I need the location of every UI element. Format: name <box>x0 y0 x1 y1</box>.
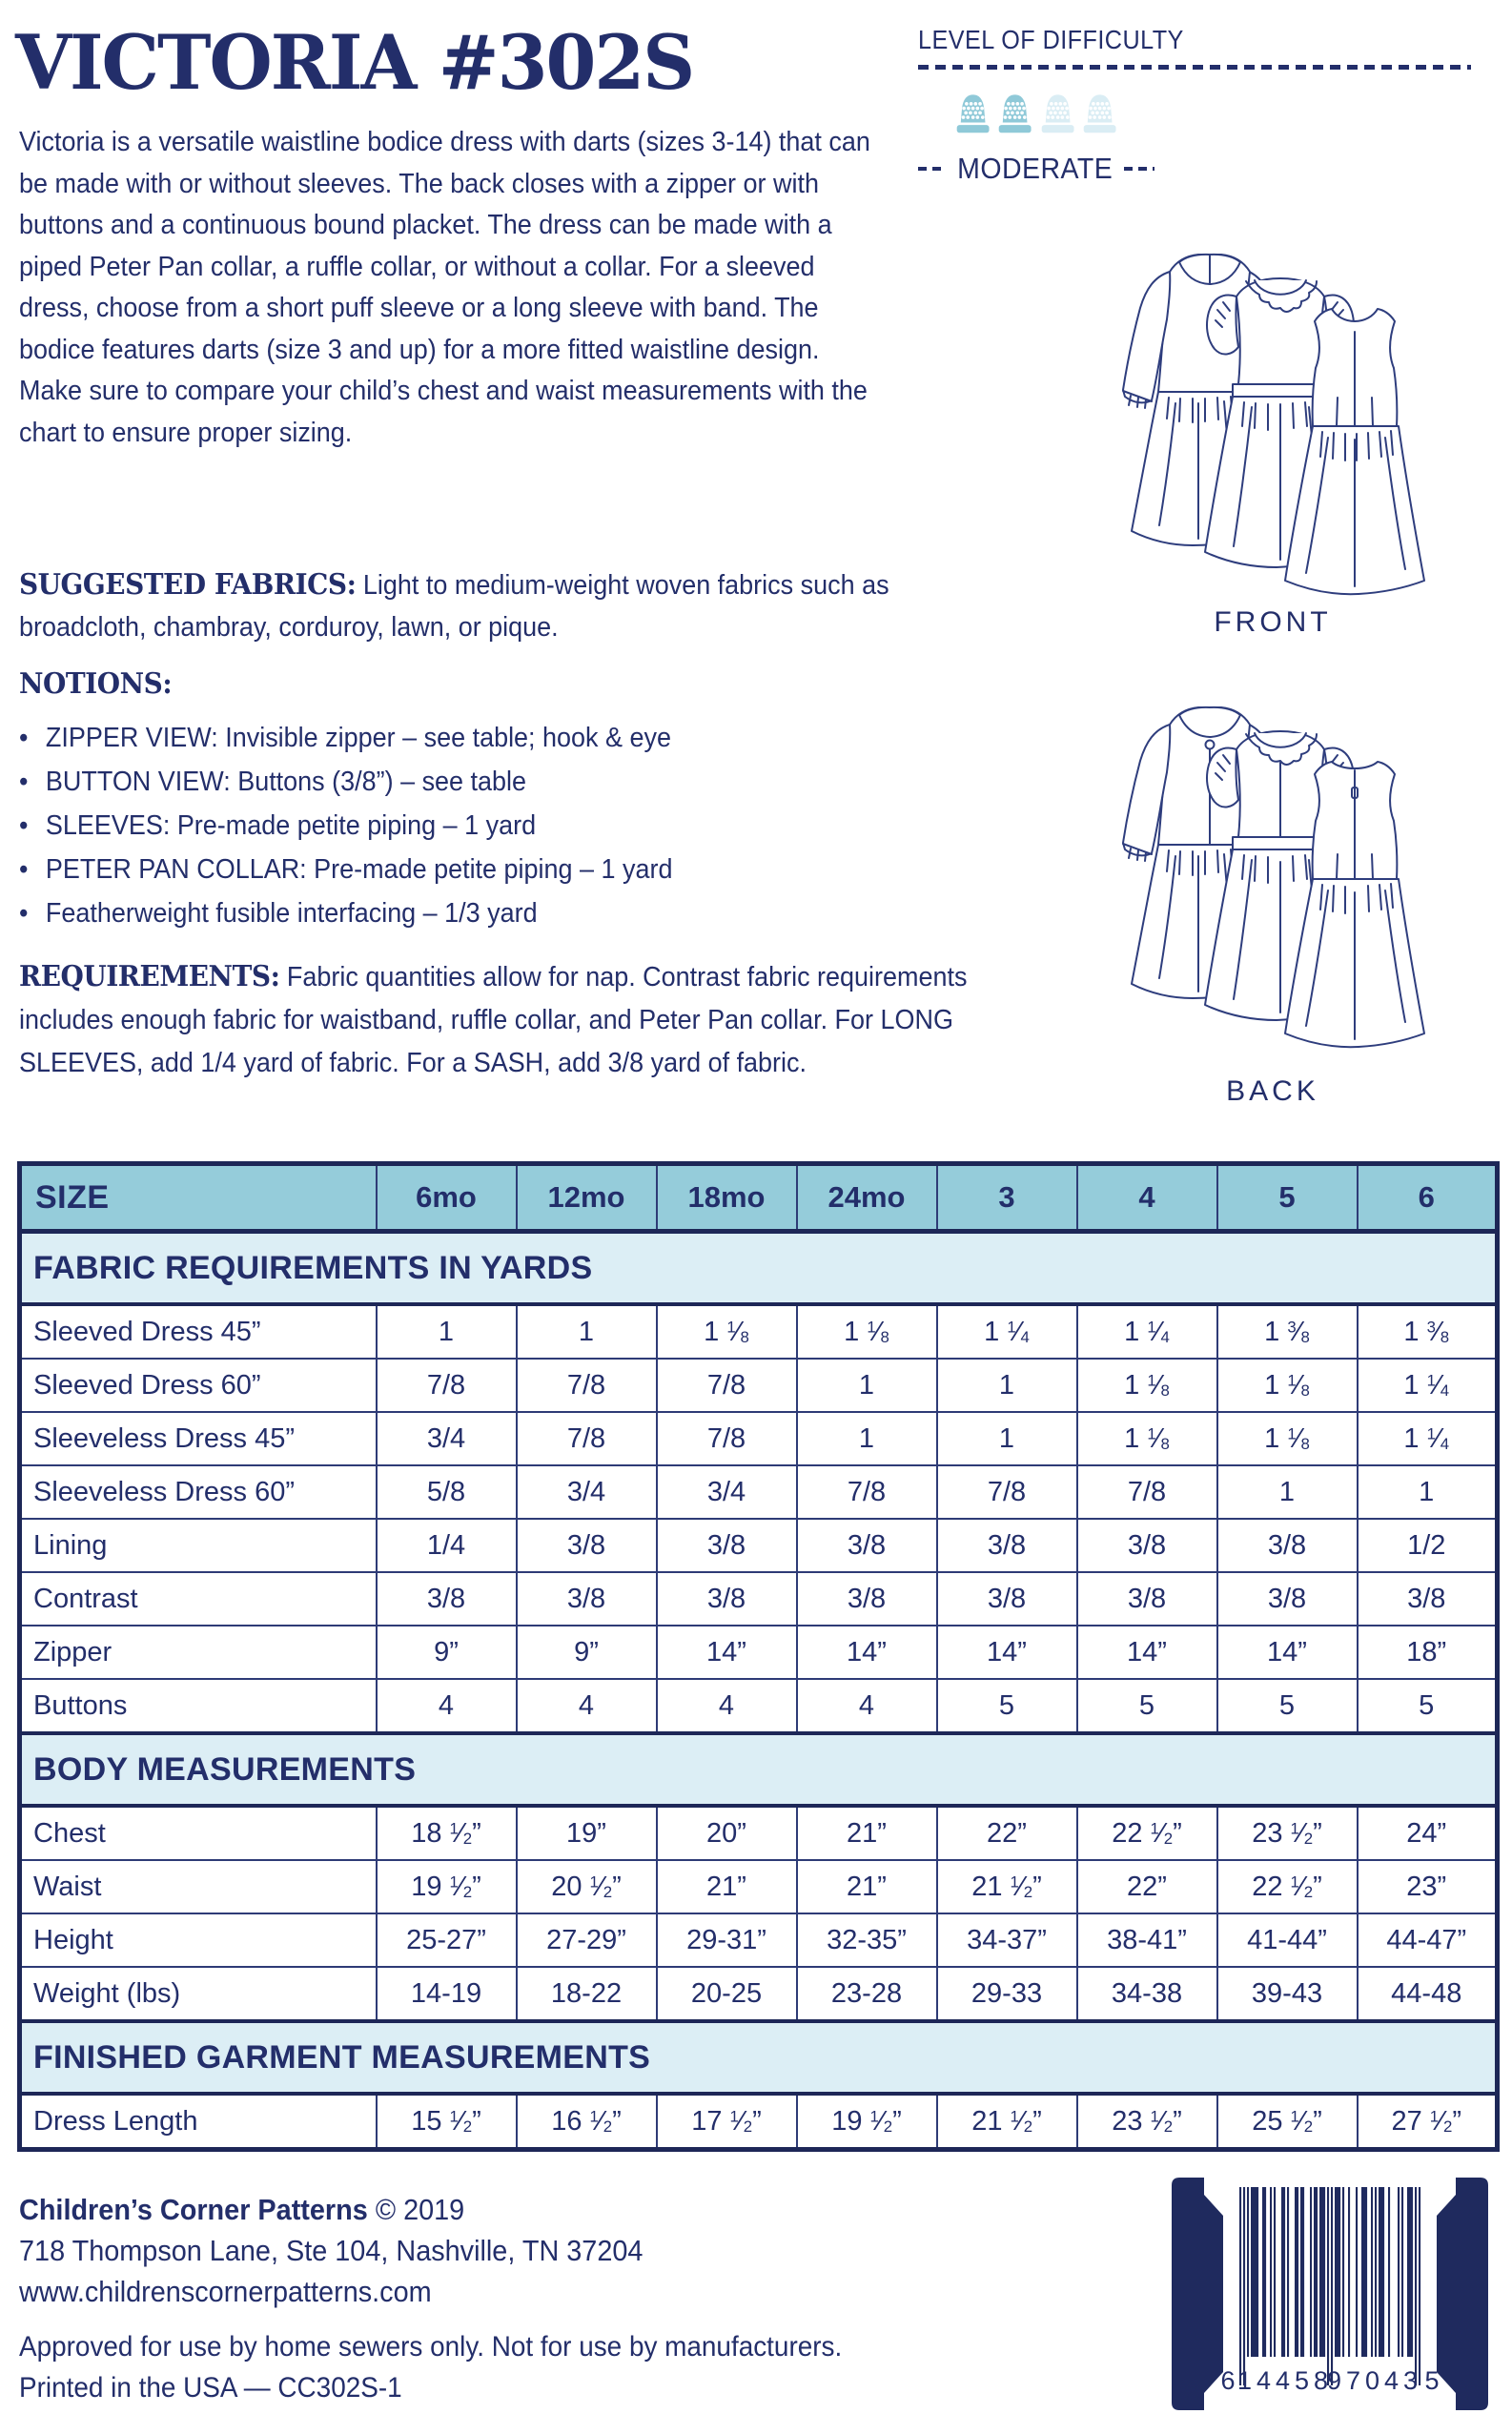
table-cell: 21” <box>797 1806 937 1860</box>
difficulty-panel <box>918 25 1471 186</box>
size-column-6mo: 6mo <box>377 1164 517 1232</box>
row-label: Sleeveless Dress 60” <box>20 1465 377 1519</box>
table-cell: 1 $^1⁄_4$ <box>1358 1412 1498 1465</box>
notion-text: Featherweight fusible interfacing – 1/3 yard <box>45 898 538 929</box>
size-header-row <box>20 1164 1498 1232</box>
table-cell: 14” <box>1217 1626 1358 1679</box>
table-cell: 3/4 <box>517 1465 657 1519</box>
table-row <box>20 1465 1498 1519</box>
barcode-digit-group: 6 <box>1220 2366 1236 2395</box>
size-column-3: 3 <box>937 1164 1077 1232</box>
table-cell: 44-48 <box>1358 1967 1498 2021</box>
table-cell: 20-25 <box>657 1967 797 2021</box>
table-cell: 3/8 <box>517 1519 657 1572</box>
table-cell: 25-27” <box>377 1913 517 1967</box>
notion-item <box>19 891 897 935</box>
table-cell: 18 $^1⁄_2$” <box>377 1806 517 1860</box>
table-cell: 3/8 <box>1217 1519 1358 1572</box>
table-cell: 14” <box>937 1626 1077 1679</box>
table-cell: 1 <box>517 1304 657 1359</box>
table-row <box>20 1967 1498 2021</box>
table-row <box>20 1572 1498 1626</box>
table-cell: 29-31” <box>657 1913 797 1967</box>
section-title: BODY MEASUREMENTS <box>20 1733 1498 1806</box>
size-column-6: 6 <box>1358 1164 1498 1232</box>
table-cell: 1/2 <box>1358 1519 1498 1572</box>
table-cell: 23-28 <box>797 1967 937 2021</box>
difficulty-heading: LEVEL OF DIFFICULTY <box>918 25 1184 54</box>
table-cell: 23 $^1⁄_2$” <box>1217 1806 1358 1860</box>
table-cell: 3/8 <box>657 1572 797 1626</box>
section-title: FABRIC REQUIREMENTS IN YARDS <box>20 1232 1498 1305</box>
table-cell: 3/8 <box>937 1519 1077 1572</box>
difficulty-value: MODERATE <box>956 152 1114 185</box>
size-column-4: 4 <box>1077 1164 1217 1232</box>
row-label: Height <box>20 1913 377 1967</box>
size-column-title: SIZE <box>20 1164 377 1232</box>
table-cell: 20 $^1⁄_2$” <box>517 1860 657 1913</box>
table-cell: 9” <box>377 1626 517 1679</box>
table-cell: 5/8 <box>377 1465 517 1519</box>
legal-note <box>19 2326 994 2408</box>
suggested-fabrics-label: SUGGESTED FABRICS: <box>19 568 357 602</box>
table-cell: 5 <box>937 1679 1077 1733</box>
bullet-icon: • <box>19 723 29 753</box>
table-row <box>20 1519 1498 1572</box>
table-cell: 1 $^1⁄_8$ <box>1077 1412 1217 1465</box>
notions-label: NOTIONS: <box>19 667 173 701</box>
table-row <box>20 1679 1498 1733</box>
bullet-icon: • <box>19 898 29 929</box>
notions-list <box>19 716 897 935</box>
dashed-divider <box>918 65 1471 70</box>
table-cell: 1 <box>937 1359 1077 1412</box>
table-cell: 3/8 <box>1077 1519 1217 1572</box>
table-cell: 1 $^1⁄_4$ <box>937 1304 1077 1359</box>
address-line: 718 Thompson Lane, Ste 104, Nashville, TN 37204 <box>19 2234 644 2267</box>
row-label: Chest <box>20 1806 377 1860</box>
table-cell: 1 $^1⁄_4$ <box>1358 1359 1498 1412</box>
table-cell: 16 $^1⁄_2$” <box>517 2094 657 2150</box>
table-cell: 3/8 <box>1217 1572 1358 1626</box>
table-cell: 3/8 <box>657 1519 797 1572</box>
thimble-icon <box>1081 83 1118 144</box>
table-cell: 22” <box>937 1806 1077 1860</box>
requirements-label: REQUIREMENTS: <box>19 960 280 993</box>
table-cell: 38-41” <box>1077 1913 1217 1967</box>
size-column-5: 5 <box>1217 1164 1358 1232</box>
front-figure-label: FRONT <box>1214 606 1332 638</box>
back-figure-label: BACK <box>1226 1075 1319 1107</box>
table-cell: 3/4 <box>657 1465 797 1519</box>
table-cell: 3/8 <box>517 1572 657 1626</box>
section-band-row <box>20 1733 1498 1806</box>
table-cell: 39-43 <box>1217 1967 1358 2021</box>
table-cell: 1 <box>1358 1465 1498 1519</box>
table-row <box>20 1806 1498 1860</box>
table-cell: 5 <box>1217 1679 1358 1733</box>
company-name: Children’s Corner Patterns <box>19 2193 368 2226</box>
table-cell: 3/8 <box>1077 1572 1217 1626</box>
table-cell: 9” <box>517 1626 657 1679</box>
table-cell: 5 <box>1077 1679 1217 1733</box>
bullet-icon: • <box>19 810 29 841</box>
table-cell: 21 $^1⁄_2$” <box>937 1860 1077 1913</box>
table-cell: 5 <box>1358 1679 1498 1733</box>
requirements-section <box>19 955 1056 1085</box>
barcode-digit-group: 5 <box>1424 2366 1440 2395</box>
notion-text: BUTTON VIEW: Buttons (3/8”) – see table <box>45 767 527 797</box>
dash-left <box>918 167 946 171</box>
table-cell: 1 <box>1217 1465 1358 1519</box>
table-row <box>20 2094 1498 2150</box>
notion-item <box>19 804 897 848</box>
table-cell: 7/8 <box>657 1412 797 1465</box>
table-cell: 34-37” <box>937 1913 1077 1967</box>
table-cell: 4 <box>377 1679 517 1733</box>
table-cell: 32-35” <box>797 1913 937 1967</box>
dress-back-illustration <box>1034 667 1511 1087</box>
table-cell: 4 <box>657 1679 797 1733</box>
table-cell: 24” <box>1358 1806 1498 1860</box>
row-label: Contrast <box>20 1572 377 1626</box>
table-cell: 1 $^1⁄_8$ <box>657 1304 797 1359</box>
table-cell: 3/8 <box>1358 1572 1498 1626</box>
bullet-icon: • <box>19 767 29 797</box>
table-cell: 21 $^1⁄_2$” <box>937 2094 1077 2150</box>
row-label: Weight (lbs) <box>20 1967 377 2021</box>
requirements-text: Fabric quantities allow for nap. Contrast fabric requirements includes enough fabric for waistband, ruffle collar, and Peter Pan collar. For LONG SLEEVES, add 1/4 yard of fabric. For a SASH, add 3/8 yard of fabric. <box>19 962 968 1078</box>
table-cell: 14” <box>797 1626 937 1679</box>
table-cell: 1 <box>937 1412 1077 1465</box>
table-cell: 1 $^1⁄_8$ <box>1077 1359 1217 1412</box>
table-cell: 29-33 <box>937 1967 1077 2021</box>
table-cell: 4 <box>517 1679 657 1733</box>
table-cell: 19” <box>517 1806 657 1860</box>
thimble-icon <box>954 83 991 144</box>
spool-flange-left <box>1172 2178 1223 2410</box>
table-cell: 3/4 <box>377 1412 517 1465</box>
table-cell: 1 $^3⁄_8$ <box>1217 1304 1358 1359</box>
row-label: Zipper <box>20 1626 377 1679</box>
thimble-icon <box>996 83 1033 144</box>
size-column-18mo: 18mo <box>657 1164 797 1232</box>
table-cell: 1 $^1⁄_8$ <box>797 1304 937 1359</box>
table-cell: 15 $^1⁄_2$” <box>377 2094 517 2150</box>
notion-item <box>19 760 897 804</box>
suggested-fabrics-text: Light to medium-weight woven fabrics such as broadcloth, chambray, corduroy, lawn, or pique. <box>19 570 889 643</box>
table-cell: 7/8 <box>377 1359 517 1412</box>
table-cell: 1 <box>797 1412 937 1465</box>
table-cell: 1 $^3⁄_8$ <box>1358 1304 1498 1359</box>
table-cell: 17 $^1⁄_2$” <box>657 2094 797 2150</box>
table-cell: 3/8 <box>937 1572 1077 1626</box>
table-cell: 7/8 <box>797 1465 937 1519</box>
table-cell: 44-47” <box>1358 1913 1498 1967</box>
table-cell: 23” <box>1358 1860 1498 1913</box>
difficulty-thimbles <box>954 83 1118 144</box>
section-title: FINISHED GARMENT MEASUREMENTS <box>20 2021 1498 2094</box>
table-cell: 21” <box>657 1860 797 1913</box>
table-row <box>20 1626 1498 1679</box>
copyright: © 2019 <box>375 2193 465 2226</box>
publisher-info <box>19 2189 888 2312</box>
barcode-digits <box>1220 2366 1439 2395</box>
table-cell: 25 $^1⁄_2$” <box>1217 2094 1358 2150</box>
table-row <box>20 1359 1498 1412</box>
table-cell: 4 <box>797 1679 937 1733</box>
table-cell: 27 $^1⁄_2$” <box>1358 2094 1498 2150</box>
notions-section <box>19 667 897 935</box>
table-cell: 18” <box>1358 1626 1498 1679</box>
table-cell: 3/8 <box>377 1572 517 1626</box>
notion-text: ZIPPER VIEW: Invisible zipper – see table; hook & eye <box>45 723 672 753</box>
table-cell: 7/8 <box>937 1465 1077 1519</box>
section-band-row <box>20 1232 1498 1305</box>
suggested-fabrics-section <box>19 564 897 648</box>
table-cell: 7/8 <box>657 1359 797 1412</box>
table-cell: 1 $^1⁄_8$ <box>1217 1359 1358 1412</box>
notion-text: SLEEVES: Pre-made petite piping – 1 yard <box>45 810 537 841</box>
table-cell: 20” <box>657 1806 797 1860</box>
bullet-icon: • <box>19 854 29 885</box>
table-cell: 7/8 <box>517 1412 657 1465</box>
notion-text: PETER PAN COLLAR: Pre-made petite piping – 1 yard <box>45 854 673 885</box>
size-column-12mo: 12mo <box>517 1164 657 1232</box>
table-row <box>20 1412 1498 1465</box>
table-cell: 23 $^1⁄_2$” <box>1077 2094 1217 2150</box>
thimble-icon <box>1039 83 1076 144</box>
table-cell: 22” <box>1077 1860 1217 1913</box>
website-line: www.childrenscornerpatterns.com <box>19 2275 432 2308</box>
difficulty-value-row <box>918 152 1154 186</box>
barcode-digit-group: 14458 <box>1236 2366 1334 2395</box>
table-cell: 7/8 <box>517 1359 657 1412</box>
barcode-spool <box>1170 2176 1490 2412</box>
size-chart-table <box>17 1161 1500 2152</box>
table-cell: 19 $^1⁄_2$” <box>797 2094 937 2150</box>
table-cell: 34-38 <box>1077 1967 1217 2021</box>
table-cell: 3/8 <box>797 1519 937 1572</box>
barcode-digit-group: 97043 <box>1326 2366 1423 2395</box>
table-cell: 14-19 <box>377 1967 517 2021</box>
barcode-bars <box>1239 2187 1420 2385</box>
printed-line: Printed in the USA — CC302S-1 <box>19 2372 402 2404</box>
table-cell: 27-29” <box>517 1913 657 1967</box>
row-label: Sleeveless Dress 45” <box>20 1412 377 1465</box>
table-cell: 18-22 <box>517 1967 657 2021</box>
table-row <box>20 1860 1498 1913</box>
table-cell: 7/8 <box>1077 1465 1217 1519</box>
table-cell: 3/8 <box>797 1572 937 1626</box>
table-cell: 1 <box>377 1304 517 1359</box>
table-cell: 1/4 <box>377 1519 517 1572</box>
table-cell: 14” <box>657 1626 797 1679</box>
table-cell: 1 $^1⁄_8$ <box>1217 1412 1358 1465</box>
row-label: Buttons <box>20 1679 377 1733</box>
table-row <box>20 1304 1498 1359</box>
dress-front-illustration <box>1034 215 1511 634</box>
notion-item <box>19 848 897 891</box>
table-cell: 21” <box>797 1860 937 1913</box>
table-cell: 1 <box>797 1359 937 1412</box>
company-line <box>19 2189 888 2230</box>
table-cell: 22 $^1⁄_2$” <box>1217 1860 1358 1913</box>
pattern-description: Victoria is a versatile waistline bodice dress with darts (sizes 3-14) that can be made with or without sleeves. The back closes with a zipper or with buttons and a continuous bound placket. The dress can be made with a piped Peter Pan collar, a ruffle collar, or without a collar. For a sleeved dress, choose from a short puff sleeve or a long sleeve with band. The bodice features darts (size 3 and up) for a more fitted waistline design. Make sure to compare your child’s chest and waist measurements with the chart to ensure proper sizing. <box>19 127 870 448</box>
section-band-row <box>20 2021 1498 2094</box>
notion-item <box>19 716 897 760</box>
size-column-24mo: 24mo <box>797 1164 937 1232</box>
row-label: Sleeved Dress 45” <box>20 1304 377 1359</box>
approved-line: Approved for use by home sewers only. Not for use by manufacturers. <box>19 2331 843 2363</box>
dash-right <box>1124 167 1154 171</box>
table-cell: 41-44” <box>1217 1913 1358 1967</box>
row-label: Sleeved Dress 60” <box>20 1359 377 1412</box>
table-cell: 22 $^1⁄_2$” <box>1077 1806 1217 1860</box>
page-title: VICTORIA #302S <box>15 19 694 107</box>
row-label: Waist <box>20 1860 377 1913</box>
table-cell: 14” <box>1077 1626 1217 1679</box>
table-cell: 1 $^1⁄_4$ <box>1077 1304 1217 1359</box>
table-cell: 19 $^1⁄_2$” <box>377 1860 517 1913</box>
table-row <box>20 1913 1498 1967</box>
row-label: Dress Length <box>20 2094 377 2150</box>
row-label: Lining <box>20 1519 377 1572</box>
spool-flange-right <box>1437 2178 1488 2410</box>
